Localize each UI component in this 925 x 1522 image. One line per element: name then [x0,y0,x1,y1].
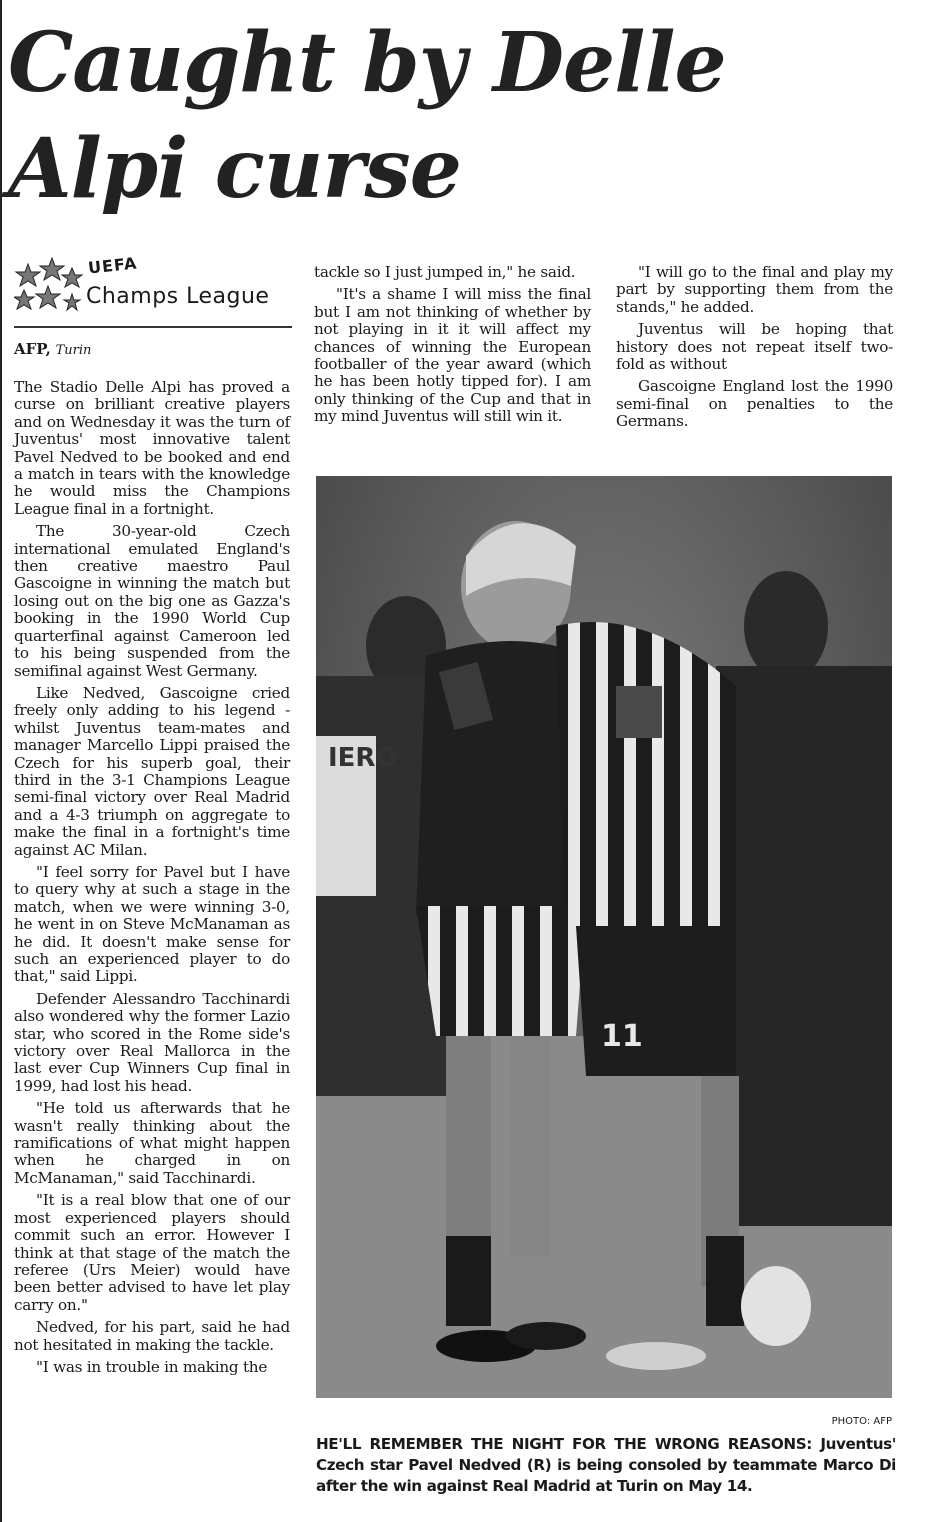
headline: Caught by Delle Alpi curse [8,15,726,217]
paragraph: Nedved, for his part, said he had not hesitated in making the tackle. [14,1318,290,1354]
paragraph: "I feel sorry for Pavel but I have to query why at such a stage in the match, when we were winning 3-0, he went in on Steve McManaman as he did. It doesn't make sense for such an experienced player to do that," said Lippi. [14,862,290,986]
photo-credit: PHOTO: AFP [831,1416,892,1427]
paragraph: Juventus will be hoping that history does not repeat itself two-fold as without [616,320,893,374]
paragraph: Gascoigne England lost the 1990 semi-final on penalties to the Germans. [616,377,893,431]
article-column-2 [314,264,591,431]
starball-icon [14,256,86,316]
article-column-1 [14,379,290,1381]
page-border [0,0,2,1522]
byline-dateline: Turin [55,343,92,358]
byline-agency: AFP, [14,340,51,358]
paragraph: The Stadio Delle Alpi has proved a curse on brilliant creative players and on Wednesday it was the turn of Juventus' most innovative talent Pavel Nedved to be booked and end a match in tears with the knowledge he would miss the Champions League final in a fortnight. [14,378,290,518]
photo-illustration [316,476,892,1398]
paragraph: Defender Alessandro Tacchinardi also wondered why the former Lazio star, who scored in the Rome side's victory over Real Mallorca in the last ever Cup Winners Cup final in 1999, had lost his head. [14,989,290,1095]
article-column-3 [616,264,893,436]
news-photo [316,476,892,1398]
bg-shirt-name: IERO [328,743,398,773]
paragraph: The 30-year-old Czech international emulated England's then creative maestro Paul Gascoigne in winning the match but losing out on the big one as Gazza's booking in the 1990 World Cup quarterfinal against Cameroon led to his being suspended from the semifinal against West Germany. [14,522,290,680]
photo-caption: HE'LL REMEMBER THE NIGHT FOR THE WRONG REASONS: Juventus' Czech star Pavel Nedved (R) is being consoled by teammate Marco Di after the win against Real Madrid at Turin on May 14. [316,1435,896,1495]
paragraph: Like Nedved, Gascoigne cried freely only adding to his legend - whilst Juventus team-mates and manager Marcello Lippi praised the Czech for his superb goal, their third in the 3-1 Champions League semi-final victory over Real Madrid and a 4-3 triumph on aggregate to make the final in a fortnight's time against AC Milan. [14,683,290,859]
logo-uefa-text: UEFA [87,253,139,278]
logo-main-text: Champs League [86,284,270,309]
paragraph: tackle so I just jumped in," he said. [314,263,576,281]
paragraph: "I will go to the final and play my part by supporting them from the stands," he added. [616,263,893,316]
champions-league-logo [14,253,294,320]
paragraph: "I was in trouble in making the [36,1357,268,1376]
paragraph: "It is a real blow that one of our most experienced players should commit such an error. However I think at that stage of the match the referee (Urs Meier) would have been better advised to have let play carry on." [14,1191,290,1314]
paragraph: "It's a shame I will miss the final but I am not thinking of whether by not playing in it it will affect my chances of winning the European footballer of the year award (which he has been hotly tipped for). I am only thinking of the Cup and that in my mind Juventus will still win it. [314,285,591,426]
column-rule [14,326,292,328]
shirt-number: 11 [601,1019,643,1054]
byline [14,340,91,358]
paragraph: "He told us afterwards that he wasn't really thinking about the ramifications of what might happen when he charged in on McManaman," said Tacchinardi. [14,1099,290,1187]
